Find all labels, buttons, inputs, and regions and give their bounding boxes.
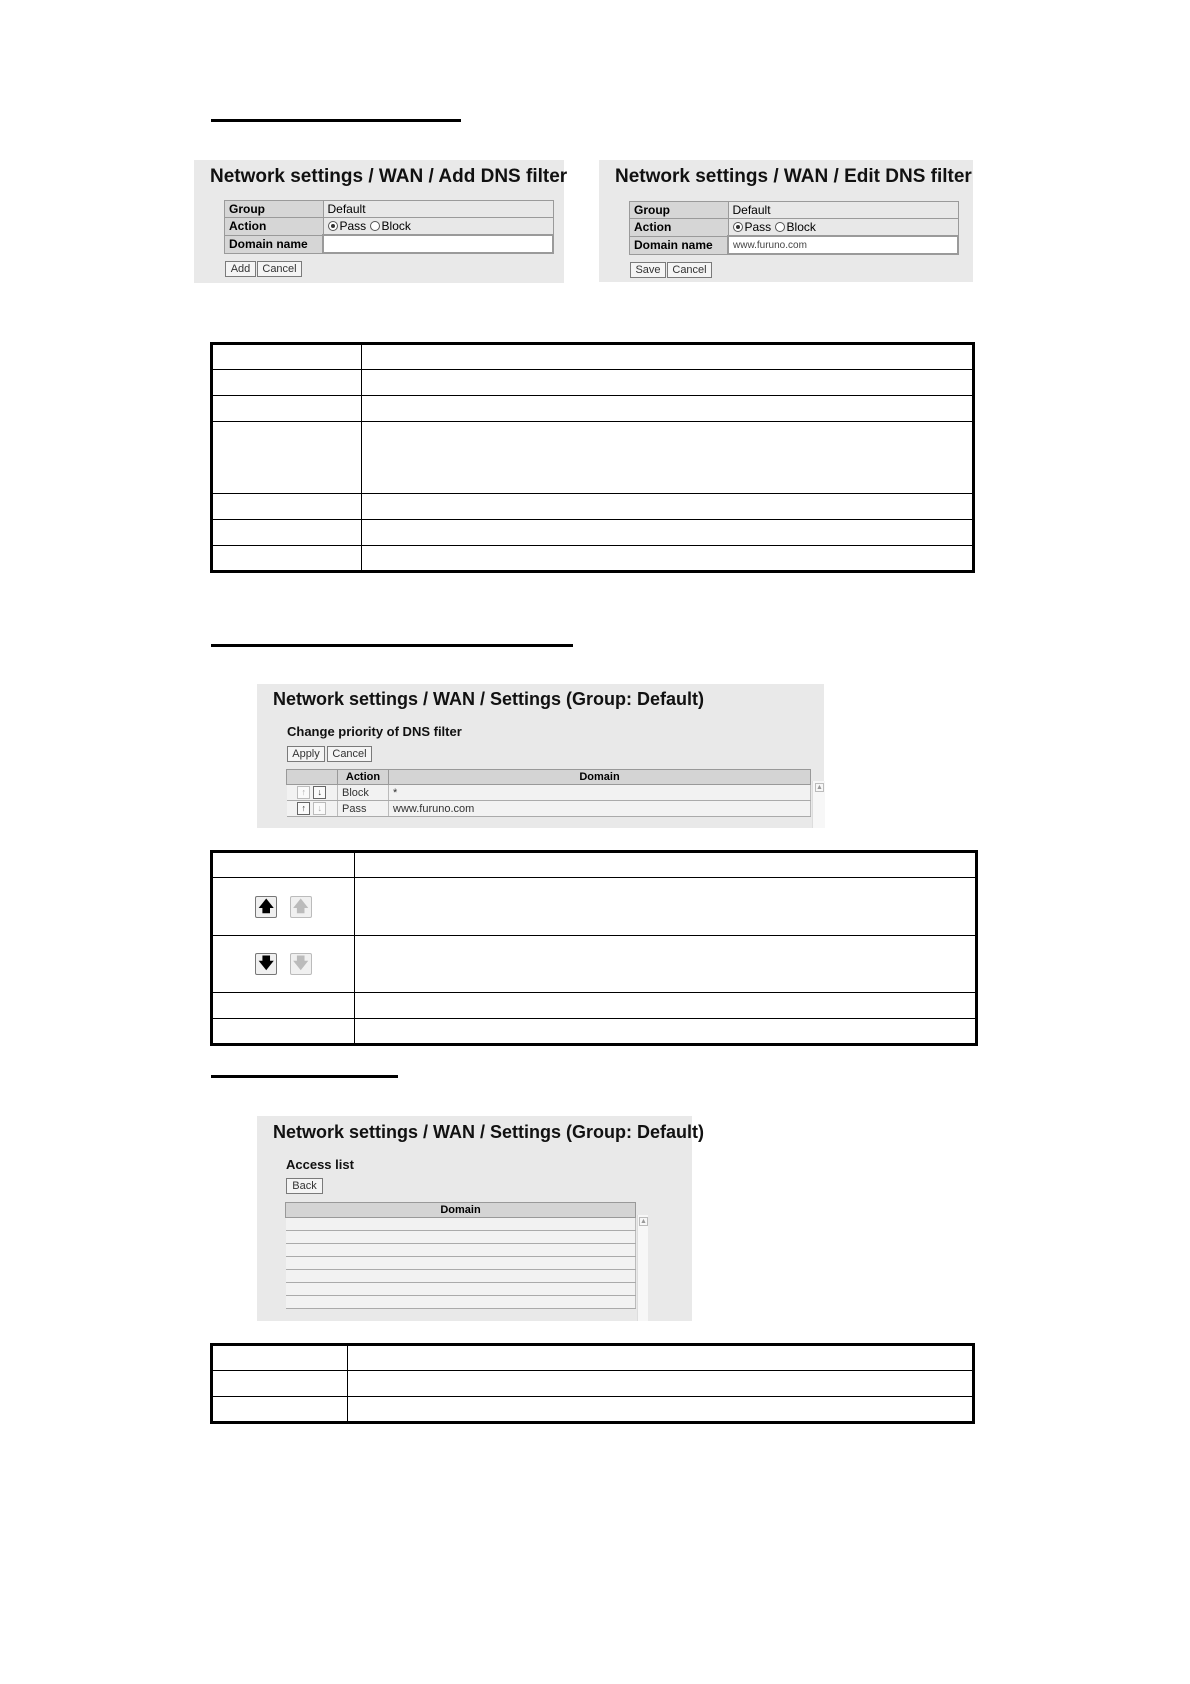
group-value: Default xyxy=(728,202,958,219)
group-value: Default xyxy=(323,201,553,218)
arrow-cell xyxy=(287,785,338,801)
block-radio[interactable] xyxy=(775,222,785,232)
block-label: Block xyxy=(786,220,816,234)
page-title: Network settings / WAN / Add DNS filter xyxy=(210,166,568,187)
scrollbar[interactable] xyxy=(637,1215,648,1321)
group-label: Group xyxy=(630,202,729,219)
description-table-3 xyxy=(210,1343,975,1424)
table-row xyxy=(212,494,974,520)
pass-label: Pass xyxy=(339,219,367,233)
table-row xyxy=(212,936,977,993)
move-down-icon: ↓ xyxy=(313,802,326,815)
section-rule-1 xyxy=(211,119,461,122)
table-row xyxy=(286,1296,636,1309)
table-row xyxy=(212,852,977,878)
table-row xyxy=(287,785,811,801)
section-rule-3 xyxy=(211,1075,398,1078)
table-row xyxy=(286,1257,636,1270)
table-row xyxy=(212,344,974,370)
add-button[interactable]: Add xyxy=(225,261,256,277)
cancel-button[interactable]: Cancel xyxy=(327,746,372,762)
down-arrow-disabled-icon: 🡇 xyxy=(290,953,312,975)
up-arrow-disabled-icon: 🡅 xyxy=(290,896,312,918)
up-arrow-active-icon: 🡅 xyxy=(255,896,277,918)
section-subtitle: Change priority of DNS filter xyxy=(287,724,462,739)
move-up-icon[interactable]: ↑ xyxy=(297,802,310,815)
domain-name-label: Domain name xyxy=(225,235,324,253)
description-table-2 xyxy=(210,850,978,1046)
arrow-column-header xyxy=(287,770,338,785)
table-row xyxy=(212,520,974,546)
action-label: Action xyxy=(225,218,324,236)
edit-form xyxy=(629,201,959,255)
down-buttons-cell xyxy=(212,936,355,993)
table-row xyxy=(286,1283,636,1296)
pass-radio[interactable] xyxy=(328,221,338,231)
table-row xyxy=(212,878,977,936)
table-row xyxy=(286,1218,636,1231)
domain-column-header: Domain xyxy=(286,1203,636,1218)
table-row xyxy=(212,993,977,1019)
domain-cell: * xyxy=(389,785,811,801)
add-form xyxy=(224,200,554,254)
table-row xyxy=(212,422,974,494)
save-button[interactable]: Save xyxy=(630,262,666,278)
table-row xyxy=(212,1345,974,1371)
pass-label: Pass xyxy=(744,220,772,234)
table-row xyxy=(286,1244,636,1257)
change-priority-panel xyxy=(257,684,824,828)
table-row xyxy=(286,1270,636,1283)
down-arrow-active-icon: 🡇 xyxy=(255,953,277,975)
description-table-1 xyxy=(210,342,975,573)
table-row xyxy=(212,396,974,422)
page-title: Network settings / WAN / Settings (Group: Default) xyxy=(273,1122,705,1142)
group-label: Group xyxy=(225,201,324,218)
back-button[interactable]: Back xyxy=(286,1178,323,1194)
scroll-up-icon[interactable]: ▲ xyxy=(816,784,823,791)
move-up-icon: ↑ xyxy=(297,786,310,799)
domain-name-input[interactable]: www.furuno.com xyxy=(728,236,958,254)
block-label: Block xyxy=(381,219,411,233)
page-title: Network settings / WAN / Edit DNS filter xyxy=(615,166,972,187)
pass-radio[interactable] xyxy=(733,222,743,232)
table-row xyxy=(212,1019,977,1045)
block-radio[interactable] xyxy=(370,221,380,231)
scrollbar[interactable] xyxy=(812,781,825,828)
action-radios xyxy=(323,218,553,236)
action-radios xyxy=(728,219,958,237)
up-buttons-cell xyxy=(212,878,355,936)
add-dns-filter-panel xyxy=(194,160,568,283)
domain-name-input[interactable] xyxy=(323,235,553,253)
edit-dns-filter-panel xyxy=(599,160,973,282)
section-subtitle: Access list xyxy=(286,1157,354,1172)
table-row xyxy=(212,370,974,396)
page-title: Network settings / WAN / Settings (Group: Default) xyxy=(273,689,705,709)
table-row xyxy=(287,801,811,817)
action-label: Action xyxy=(630,219,729,237)
action-column-header: Action xyxy=(338,770,389,785)
move-down-icon[interactable]: ↓ xyxy=(313,786,326,799)
cancel-button[interactable]: Cancel xyxy=(667,262,712,278)
scroll-up-icon[interactable]: ▲ xyxy=(640,1218,647,1225)
action-cell: Block xyxy=(338,785,389,801)
arrow-cell xyxy=(287,801,338,817)
table-row xyxy=(286,1231,636,1244)
cancel-button[interactable]: Cancel xyxy=(257,261,302,277)
domain-cell: www.furuno.com xyxy=(389,801,811,817)
apply-button[interactable]: Apply xyxy=(287,746,325,762)
table-row xyxy=(212,1371,974,1397)
priority-table xyxy=(286,769,811,817)
table-row xyxy=(212,1397,974,1423)
domain-name-label: Domain name xyxy=(630,236,729,254)
action-cell: Pass xyxy=(338,801,389,817)
table-row xyxy=(212,546,974,572)
access-list-panel xyxy=(257,1116,705,1321)
domain-column-header: Domain xyxy=(389,770,811,785)
access-list-table xyxy=(285,1202,636,1309)
section-rule-2 xyxy=(211,644,573,647)
